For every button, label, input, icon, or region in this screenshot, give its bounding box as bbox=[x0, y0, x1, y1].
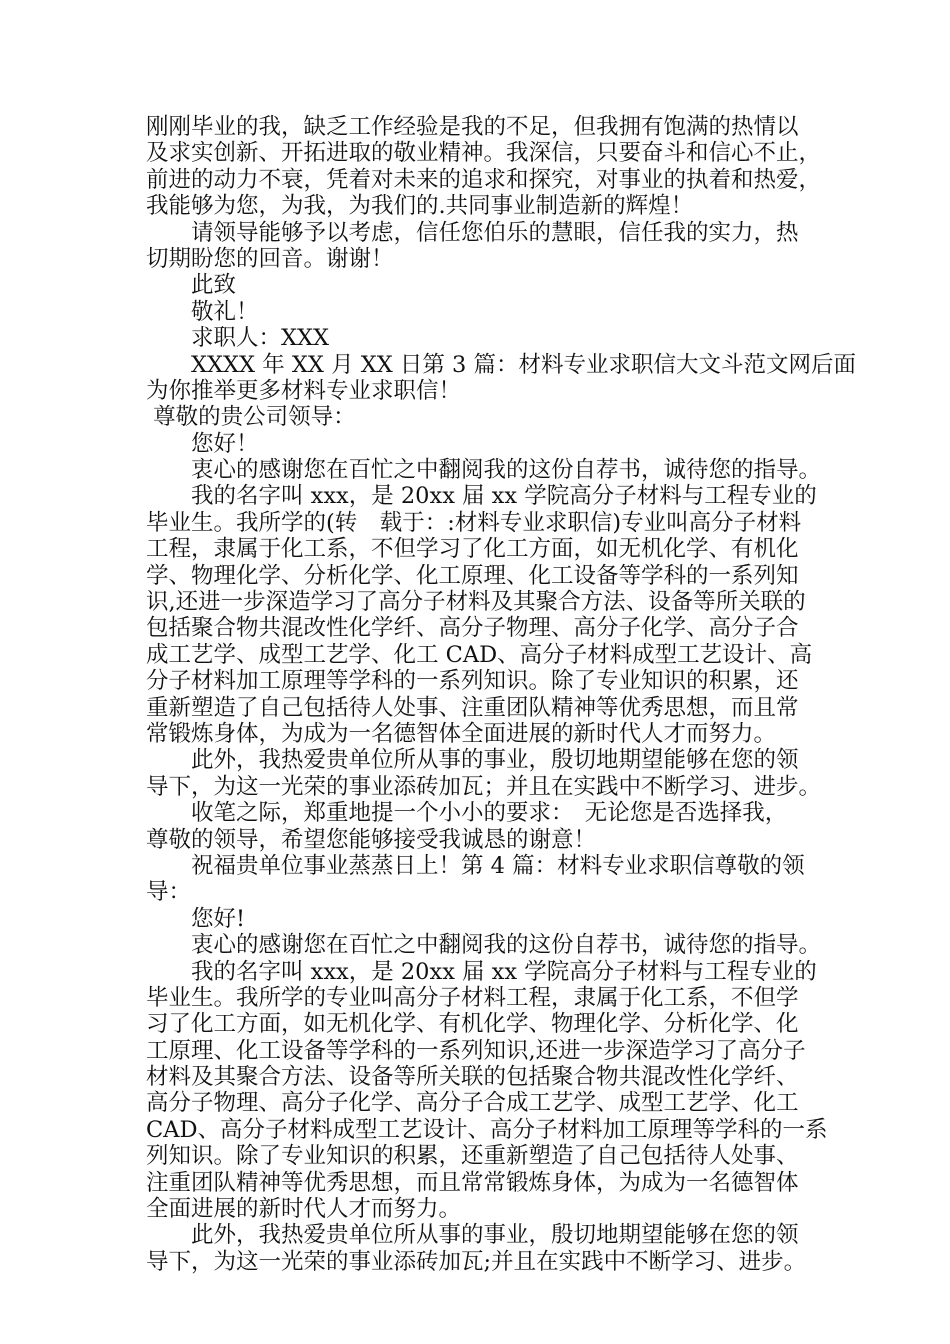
signature-line: 求职人：XXX bbox=[146, 325, 330, 352]
text-line: 此外，我热爱贵单位所从事的事业，殷切地期望能够在您的领 bbox=[146, 1222, 799, 1249]
text-line: 导下，为这一光荣的事业添砖加瓦；并且在实践中不断学习、进步。 bbox=[146, 773, 822, 800]
text-line: 全面进展的新时代人才而努力。 bbox=[146, 1196, 462, 1223]
text-line: 材料及其聚合方法、设备等所关联的包括聚合物共混改性化学纤、 bbox=[146, 1064, 799, 1091]
text-line: 导下，为这一光荣的事业添砖加瓦;并且在实践中不断学习、进步。 bbox=[146, 1248, 807, 1275]
text-line: 毕业生。我所学的专业叫高分子材料工程，隶属于化工系，不但学 bbox=[146, 984, 799, 1011]
text-line: 请领导能够予以考虑，信任您伯乐的慧眼，信任我的实力，热 bbox=[146, 219, 799, 246]
closing-line: 敬礼！ bbox=[146, 298, 259, 325]
text-line: 我能够为您，为我，为我们的.共同事业制造新的辉煌！ bbox=[146, 193, 694, 220]
text-line: 我的名字叫 xxx，是 20xx 届 xx 学院高分子材料与工程专业的 bbox=[146, 483, 817, 510]
text-line: 祝福贵单位事业蒸蒸日上！第 4 篇：材料专业求职信尊敬的领 bbox=[146, 852, 805, 879]
text-line: 衷心的感谢您在百忙之中翻阅我的这份自荐书，诚待您的指导。 bbox=[146, 932, 822, 959]
text-line: 导： bbox=[146, 879, 192, 906]
greeting-line: 您好! bbox=[146, 905, 246, 932]
text-line: 包括聚合物共混改性化学纤、高分子物理、高分子化学、高分子合 bbox=[146, 615, 799, 642]
text-line: 切期盼您的回音。谢谢！ bbox=[146, 245, 394, 272]
greeting-line: 您好！ bbox=[146, 430, 259, 457]
text-line: 前进的动力不衰，凭着对未来的追求和探究，对事业的执着和热爱， bbox=[146, 166, 822, 193]
text-line: 尊敬的领导，希望您能够接受我诚恳的谢意！ bbox=[146, 826, 597, 853]
text-line: XXXX 年 XX 月 XX 日第 3 篇：材料专业求职信大文斗范文网后面 bbox=[146, 351, 857, 378]
text-line: CAD、高分子材料成型工艺设计、高分子材料加工原理等学科的一系 bbox=[146, 1116, 828, 1143]
text-line: 及求实创新、开拓进取的敬业精神。我深信，只要奋斗和信心不止， bbox=[146, 140, 822, 167]
text-line: 刚刚毕业的我，缺乏工作经验是我的不足，但我拥有饱满的热情以 bbox=[146, 114, 799, 140]
text-line: 我的名字叫 xxx，是 20xx 届 xx 学院高分子材料与工程专业的 bbox=[146, 958, 817, 985]
text-line: 列知识。除了专业知识的积累，还重新塑造了自己包括待人处事、 bbox=[146, 1143, 799, 1170]
text-line: 此外，我热爱贵单位所从事的事业，殷切地期望能够在您的领 bbox=[146, 747, 799, 774]
text-line: 成工艺学、成型工艺学、化工 CAD、高分子材料成型工艺设计、高 bbox=[146, 641, 813, 668]
text-line: 收笔之际，郑重地提一个小小的要求： 无论您是否选择我， bbox=[146, 800, 788, 827]
text-line: 常锻炼身体，为成为一名德智体全面进展的新时代人才而努力。 bbox=[146, 720, 777, 747]
text-line: 为你推举更多材料专业求职信！ bbox=[146, 377, 462, 404]
text-line: 工程，隶属于化工系，不但学习了化工方面，如无机化学、有机化 bbox=[146, 536, 799, 563]
text-line: 高分子物理、高分子化学、高分子合成工艺学、成型工艺学、化工 bbox=[146, 1090, 799, 1117]
text-line: 工原理、化工设备等学科的一系列知识,还进一步深造学习了高分子 bbox=[146, 1037, 806, 1064]
text-line: 毕业生。我所学的(转 载于：:材料专业求职信)专业叫高分子材料 bbox=[146, 509, 802, 536]
text-line: 衷心的感谢您在百忙之中翻阅我的这份自荐书，诚待您的指导。 bbox=[146, 457, 822, 484]
letter-body bbox=[146, 114, 857, 1275]
text-line: 分子材料加工原理等学科的一系列知识。除了专业知识的积累，还 bbox=[146, 668, 799, 695]
text-line: 识,还进一步深造学习了高分子材料及其聚合方法、设备等所关联的 bbox=[146, 589, 806, 616]
text-line: 学、物理化学、分析化学、化工原理、化工设备等学科的一系列知 bbox=[146, 562, 799, 589]
salutation-line: 尊敬的贵公司领导： bbox=[146, 404, 356, 431]
closing-line: 此致 bbox=[146, 272, 237, 299]
text-line: 重新塑造了自己包括待人处事、注重团队精神等优秀思想，而且常 bbox=[146, 694, 799, 721]
text-line: 习了化工方面，如无机化学、有机化学、物理化学、分析化学、化 bbox=[146, 1011, 799, 1038]
text-line: 注重团队精神等优秀思想，而且常常锻炼身体，为成为一名德智体 bbox=[146, 1169, 799, 1196]
